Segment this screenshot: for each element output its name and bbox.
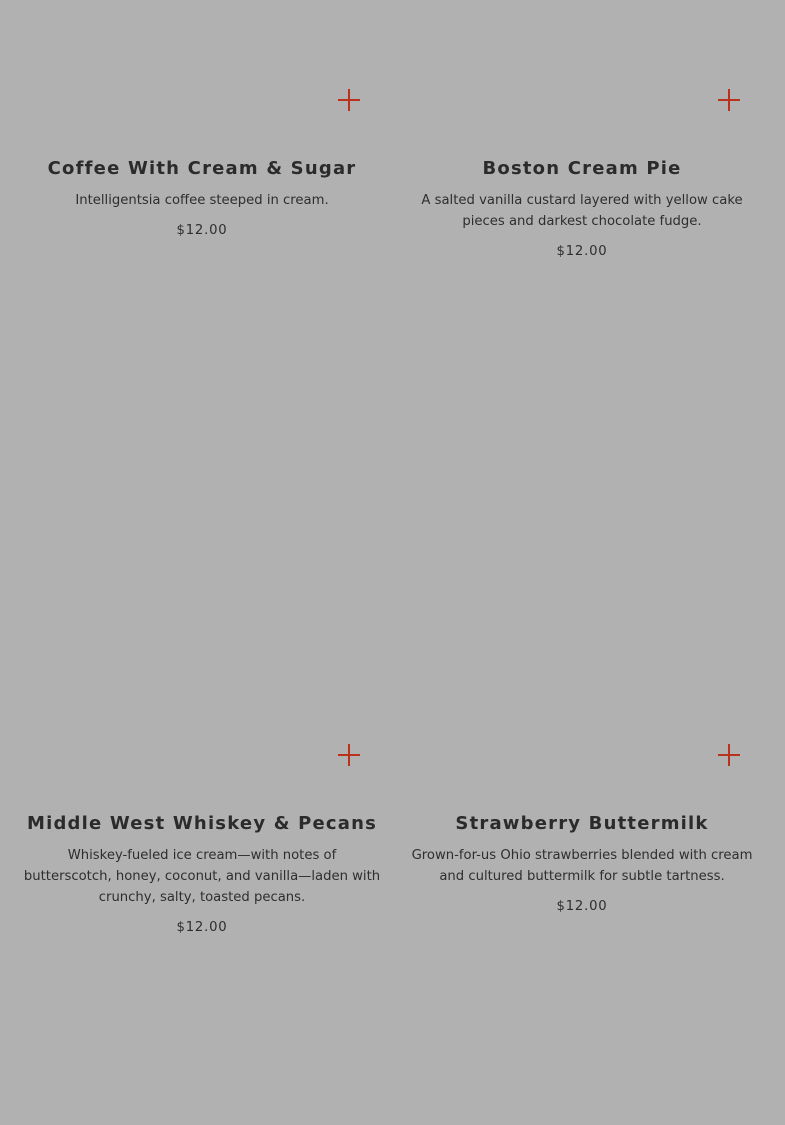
add-to-cart-plus-icon[interactable]: [338, 89, 360, 111]
product-description: A salted vanilla custard layered with yellow cake pieces and darkest chocolate fudge.: [421, 193, 743, 229]
product-name[interactable]: Coffee With Cream & Sugar: [47, 158, 357, 179]
add-to-cart-plus-icon[interactable]: [718, 89, 740, 111]
product-description: Whiskey-fueled ice cream—with notes of butterscotch, honey, coconut, and vanilla—laden with crunchy, salty, toasted pecans.: [23, 848, 381, 905]
product-price: $12.00: [176, 920, 228, 935]
product-card[interactable]: [392, 0, 772, 280]
product-name[interactable]: Boston Cream Pie: [482, 158, 682, 179]
product-card[interactable]: [12, 655, 392, 955]
product-description: Intelligentsia coffee steeped in cream.: [75, 193, 329, 208]
product-description: Grown-for-us Ohio strawberries blended with cream and cultured buttermilk for subtle tartness.: [411, 848, 753, 884]
product-name[interactable]: Middle West Whiskey & Pecans: [26, 813, 378, 834]
product-card[interactable]: [12, 0, 392, 260]
product-name[interactable]: Strawberry Buttermilk: [455, 813, 709, 834]
product-card[interactable]: [392, 655, 772, 935]
product-price: $12.00: [556, 899, 608, 914]
product-price: $12.00: [556, 244, 608, 259]
add-to-cart-plus-icon[interactable]: [338, 744, 360, 766]
product-price: $12.00: [176, 223, 228, 238]
add-to-cart-plus-icon[interactable]: [718, 744, 740, 766]
